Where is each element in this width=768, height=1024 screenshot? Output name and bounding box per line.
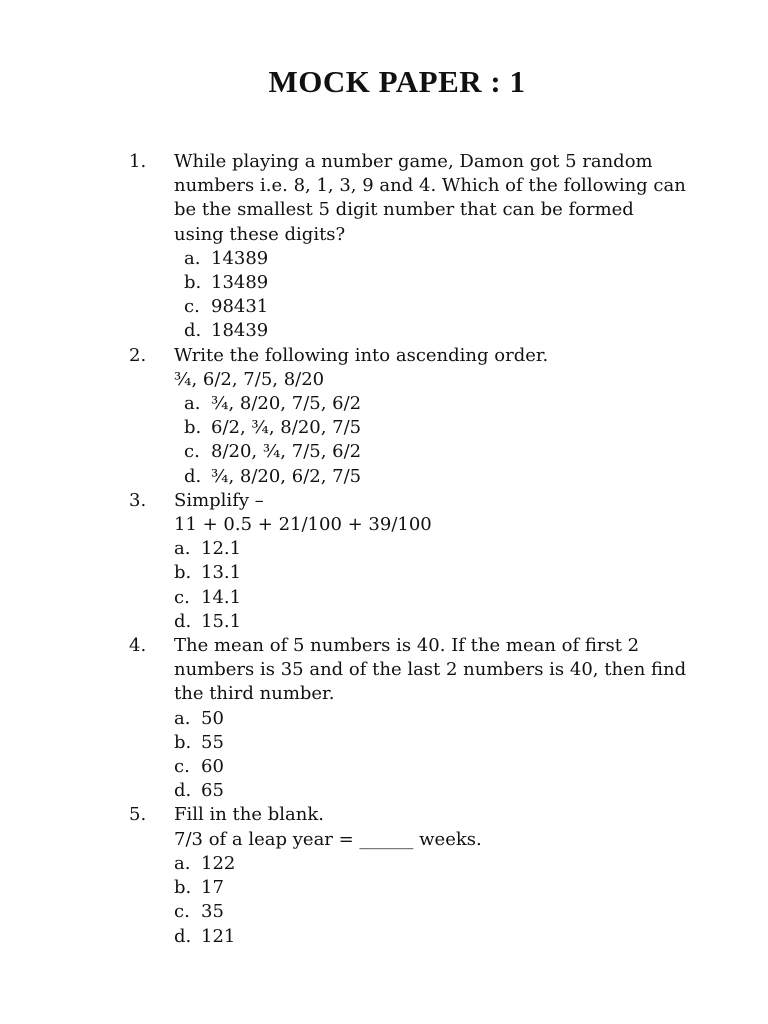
option-letter: a. [184, 393, 201, 415]
option-text: 18439 [211, 320, 269, 342]
page-title: MOCK PAPER : 1 [268, 64, 526, 99]
option-a [174, 537, 689, 561]
options-list [174, 392, 689, 489]
options-list [174, 247, 689, 344]
option-text: 14389 [211, 247, 269, 269]
option-text: 8/20, ¾, 7/5, 6/2 [211, 441, 362, 463]
option-a [174, 707, 689, 731]
option-b [174, 561, 689, 585]
option-c [174, 755, 689, 779]
option-d [174, 610, 689, 634]
option-text: 13489 [211, 272, 269, 294]
option-letter: c. [184, 296, 200, 318]
option-a [174, 852, 689, 876]
option-letter: d. [174, 925, 192, 947]
option-text: 17 [201, 877, 224, 899]
question-1 [129, 150, 689, 344]
option-letter: c. [174, 901, 190, 923]
option-b [184, 416, 689, 440]
option-letter: a. [174, 852, 191, 874]
question-text: Write the following into ascending order. [174, 344, 549, 366]
option-d [184, 319, 689, 343]
question-expression: ¾, 6/2, 7/5, 8/20 [174, 368, 325, 390]
option-d [174, 779, 689, 803]
option-letter: c. [184, 441, 200, 463]
option-letter: d. [174, 780, 192, 802]
option-text: 35 [201, 901, 224, 923]
option-text: ¾, 8/20, 6/2, 7/5 [211, 465, 362, 487]
question-3 [129, 489, 689, 634]
option-b [184, 271, 689, 295]
option-c [184, 295, 689, 319]
question-4 [129, 634, 689, 803]
option-d [174, 925, 689, 949]
option-letter: b. [184, 417, 202, 439]
option-text: 13.1 [201, 562, 242, 584]
option-letter: b. [174, 877, 192, 899]
question-text: While playing a number game, Damon got 5 random numbers i.e. 8, 1, 3, 9 and 4. Which of the following can be the smallest 5 digit number that can be formed using these digits? [174, 151, 686, 245]
question-text: Fill in the blank. [174, 804, 324, 826]
option-text: 50 [201, 707, 224, 729]
option-c [174, 586, 689, 610]
option-letter: b. [174, 731, 192, 753]
option-text: 98431 [211, 296, 269, 318]
option-letter: b. [174, 562, 192, 584]
question-body [174, 150, 689, 344]
option-text: 65 [201, 780, 224, 802]
option-a [184, 392, 689, 416]
option-d [184, 465, 689, 489]
option-letter: c. [174, 756, 190, 778]
question-text: Simplify – [174, 489, 264, 511]
option-text: 122 [201, 852, 236, 874]
question-body [174, 489, 689, 634]
question-list [129, 150, 689, 949]
question-expression: 7/3 of a leap year = ______ weeks. [174, 828, 482, 850]
option-letter: d. [184, 465, 202, 487]
question-5 [129, 803, 689, 948]
option-text: 14.1 [201, 586, 242, 608]
question-body [174, 803, 689, 948]
option-letter: a. [174, 538, 191, 560]
question-number: 2. [129, 344, 147, 366]
question-number: 4. [129, 635, 147, 657]
question-expression: 11 + 0.5 + 21/100 + 39/100 [174, 514, 432, 536]
option-letter: d. [184, 320, 202, 342]
options-list [174, 537, 689, 634]
option-b [174, 731, 689, 755]
option-c [174, 900, 689, 924]
option-text: 12.1 [201, 538, 242, 560]
option-text: 121 [201, 925, 236, 947]
question-body [174, 634, 689, 803]
option-text: 55 [201, 731, 224, 753]
option-b [174, 876, 689, 900]
question-number: 3. [129, 489, 147, 511]
option-c [184, 440, 689, 464]
question-2 [129, 344, 689, 489]
option-letter: d. [174, 610, 192, 632]
question-body [174, 344, 689, 489]
option-letter: b. [184, 272, 202, 294]
option-letter: a. [184, 247, 201, 269]
option-text: 6/2, ¾, 8/20, 7/5 [211, 417, 362, 439]
option-a [184, 247, 689, 271]
option-letter: c. [174, 586, 190, 608]
question-text: The mean of 5 numbers is 40. If the mean of first 2 numbers is 35 and of the last 2 numbers is 40, then find the third number. [174, 635, 687, 705]
option-text: 15.1 [201, 610, 242, 632]
question-number: 5. [129, 804, 147, 826]
question-number: 1. [129, 151, 147, 172]
option-text: ¾, 8/20, 7/5, 6/2 [211, 393, 362, 415]
options-list [174, 707, 689, 804]
option-letter: a. [174, 707, 191, 729]
option-text: 60 [201, 756, 224, 778]
options-list [174, 852, 689, 949]
